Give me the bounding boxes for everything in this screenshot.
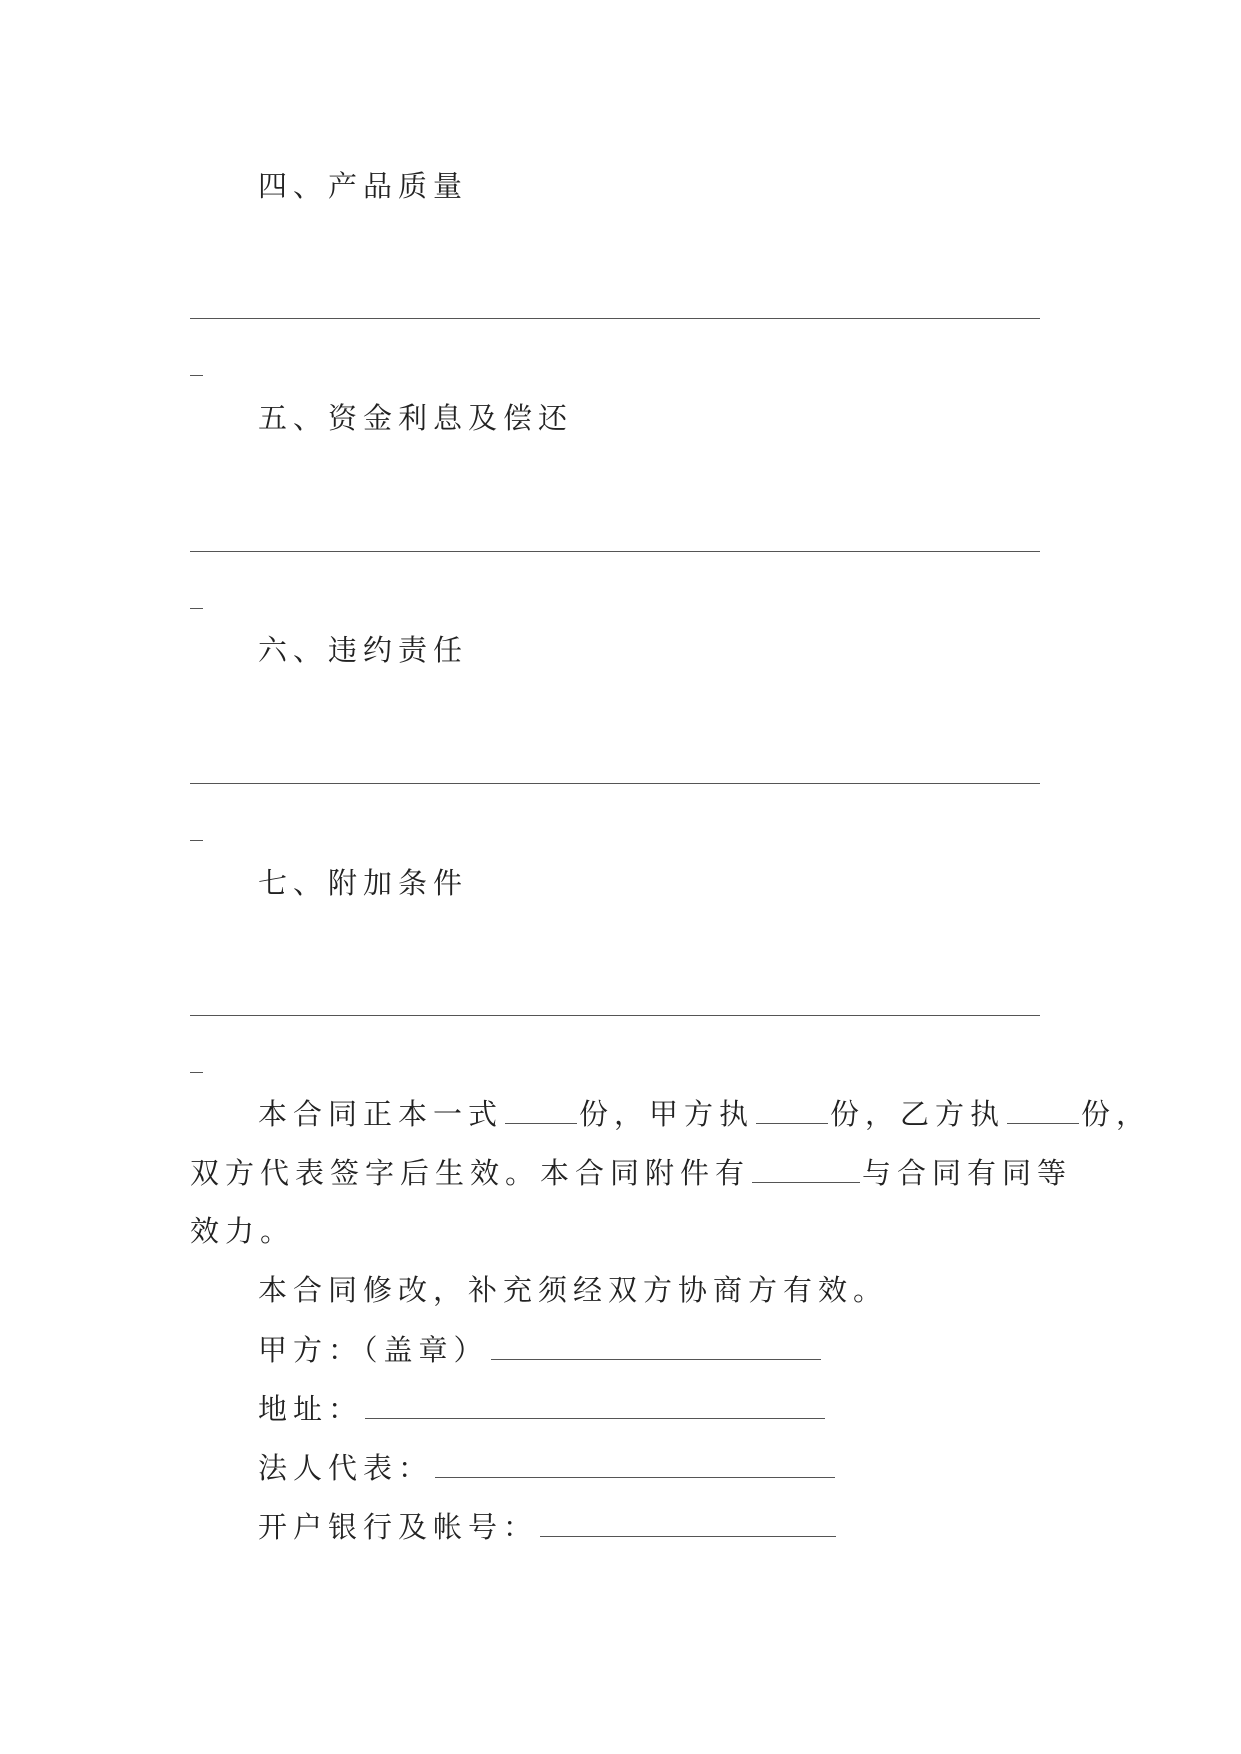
fill-in-line-end [190,375,203,376]
fill-in-line-end [190,840,203,841]
bank-account-field[interactable] [540,1506,836,1537]
copies-total-blank[interactable] [505,1093,577,1124]
fill-in-line[interactable] [190,551,1040,552]
attachments-blank[interactable] [752,1152,860,1183]
copies-text-4: 份， [1081,1097,1152,1131]
party-a-copies-blank[interactable] [756,1093,828,1124]
legal-rep-row [258,1447,837,1488]
party-a-label: 甲方：（盖章） [258,1333,489,1367]
bank-row [258,1506,838,1547]
address-row [258,1388,827,1429]
address-field[interactable] [365,1388,825,1419]
fill-in-line-end [190,1072,203,1073]
copies-text-1: 本合同正本一式 [258,1097,504,1131]
party-b-copies-blank[interactable] [1007,1093,1079,1124]
effective-clause-end: 效力。 [190,1214,296,1248]
party-a-row [258,1329,823,1370]
effective-text-2: 与合同有同等 [862,1156,1073,1190]
address-label: 地址： [258,1392,364,1426]
section-heading-quality: 四、产品质量 [258,169,469,203]
effective-clause [190,1152,1072,1193]
fill-in-line[interactable] [190,783,1040,784]
amendment-clause: 本合同修改，补充须经双方协商方有效。 [258,1273,889,1307]
legal-rep-label: 法人代表： [258,1451,434,1485]
party-a-seal-field[interactable] [491,1329,821,1360]
copies-clause [258,1093,1151,1134]
effective-text-1: 双方代表签字后生效。本合同附件有 [190,1156,751,1190]
fill-in-line[interactable] [190,1015,1040,1016]
copies-text-2: 份，甲方执 [579,1097,755,1131]
legal-rep-field[interactable] [435,1447,835,1478]
bank-label: 开户银行及帐号： [258,1510,539,1544]
fill-in-line-end [190,608,203,609]
section-heading-liability: 六、违约责任 [258,633,469,667]
copies-text-3: 份，乙方执 [830,1097,1006,1131]
section-heading-conditions: 七、附加条件 [258,866,469,900]
section-heading-interest: 五、资金利息及偿还 [258,401,574,435]
fill-in-line[interactable] [190,318,1040,319]
